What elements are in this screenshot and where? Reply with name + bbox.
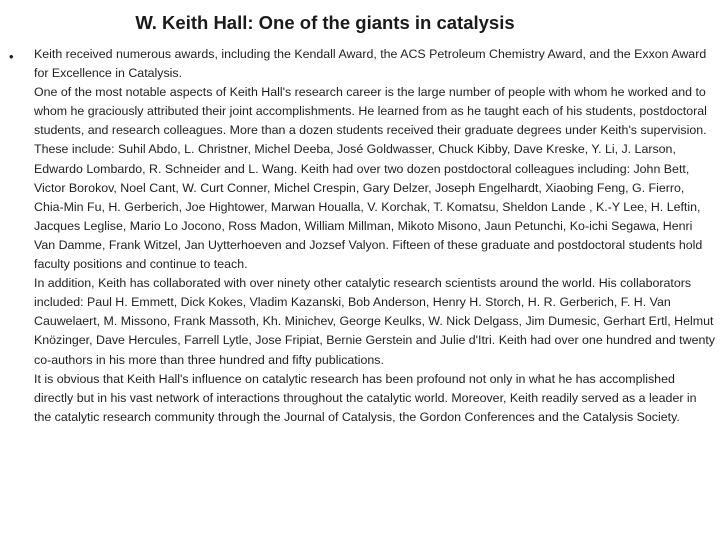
paragraph-collaborators: In addition, Keith has collaborated with over ninety other catalytic research scientists around the world. His collaborators included: Paul H. Emmett, Dick Kokes, Vladim Kazanski, Bob Anderson, Henry H. Storch, H. R. Gerberich, F. H. Van Cauwelaert, M. Missono, Frank Massoth, Kh. Minichev, George Keulks, W. Nick Delgass, Jim Dumesic, Gerhart Ertl, Helmut Knözinger, Dave Hercules, Farrell Lytle, Jose Fripiat, Bernie Gerstein and Julie d'Itri. Keith had over one hundred and twenty co-authors in his more than three hundred and fifty publications. [34, 276, 715, 367]
paragraph-awards: Keith received numerous awards, including the Kendall Award, the ACS Petroleum Chemistry Award, and the Exxon Award for Excellence in Catalysis. [34, 47, 707, 81]
bullet-marker: • [9, 49, 14, 64]
slide-title: W. Keith Hall: One of the giants in catalysis [135, 12, 515, 33]
paragraph-influence: It is obvious that Keith Hall's influence on catalytic research has been profound not only in what he has accomplished directly but in his vast network of interactions throughout the catalytic world. Moreover, Keith readily served as a leader in the catalytic research community through the Journal of Catalysis, the Gordon Conferences and the Catalysis Society. [34, 371, 697, 424]
slide-body [34, 45, 716, 427]
paragraph-students: One of the most notable aspects of Keith Hall's research career is the large number of people with whom he worked and to whom he graciously attributed their joint accomplishments. He learned from as he taught each of his students, postdoctoral students, and research colleagues. More than a dozen students received their graduate degrees under Keith's supervision. These include: Suhil Abdo, L. Christner, Michel Deeba, José Goldwasser, Chuck Kibby, Dave Kreske, Y. Li, J. Larson, Edwardo Lombardo, R. Schneider and L. Wang. Keith had over two dozen postdoctoral colleagues including: John Bett, Victor Borokov, Noel Cant, W. Curt Conner, Michel Crespin, Gary Delzer, Joseph Engelhardt, Xiaobing Feng, G. Fierro, Chia-Min Fu, H. Gerberich, Joe Hightower, Marwan Houalla, V. Korchak, T. Komatsu, Sheldon Lande , K.-Y Lee, H. Leftin, Jacques Leglise, Mario Lo Jocono, Ross Madon, William Millman, Mikoto Misono, Jaun Petunchi, Ko-ichi Segawa, Henri Van Damme, Frank Witzel, Jan Uytterhoeven and Jozsef Valyon. Fifteen of these graduate and postdoctoral students hold faculty positions and continue to teach. [34, 85, 707, 272]
